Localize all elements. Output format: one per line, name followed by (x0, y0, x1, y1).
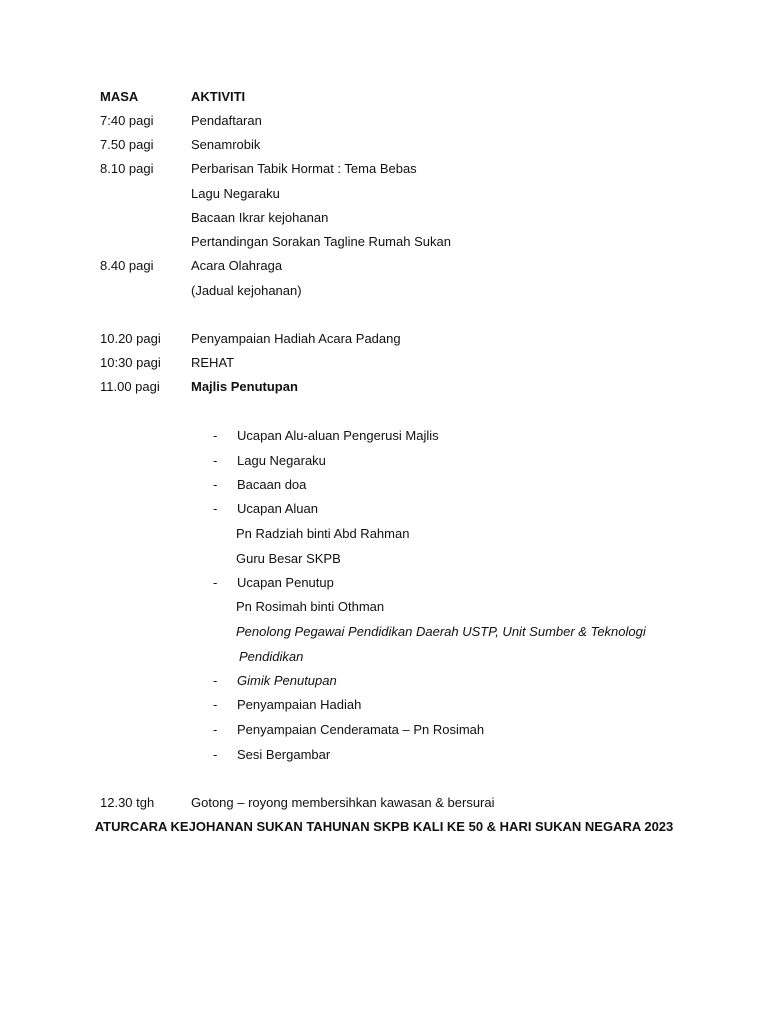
list-dash: - (213, 722, 218, 737)
speaker-role: Guru Besar SKPB (236, 551, 341, 566)
schedule-activity: Bacaan Ikrar kejohanan (191, 210, 329, 225)
schedule-activity: Majlis Penutupan (191, 379, 298, 394)
schedule-time: 7:40 pagi (100, 113, 154, 128)
schedule-activity: Pendaftaran (191, 113, 262, 128)
speaker-role: Pendidikan (239, 649, 304, 664)
schedule-activity: Senamrobik (191, 137, 261, 152)
list-dash: - (213, 673, 218, 688)
speaker-role: Penolong Pegawai Pendidikan Daerah USTP, Unit Sumber & Teknologi (236, 624, 646, 639)
schedule-activity: (Jadual kejohanan) (191, 283, 302, 298)
document-title: ATURCARA KEJOHANAN SUKAN TAHUNAN SKPB KALI KE 50 & HARI SUKAN NEGARA 2023 (94, 819, 674, 834)
schedule-time: 8.40 pagi (100, 258, 154, 273)
schedule-time: 8.10 pagi (100, 161, 154, 176)
speaker-name: Pn Radziah binti Abd Rahman (236, 526, 410, 541)
schedule-activity: Penyampaian Hadiah Acara Padang (191, 331, 401, 346)
list-dash: - (213, 747, 218, 762)
schedule-time: 10:30 pagi (100, 355, 161, 370)
list-dash: - (213, 477, 218, 492)
speaker-name: Pn Rosimah binti Othman (236, 599, 385, 614)
list-item: Ucapan Penutup (237, 575, 334, 590)
list-item: Lagu Negaraku (237, 453, 326, 468)
list-dash: - (213, 453, 218, 468)
list-item: Penyampaian Hadiah (237, 697, 362, 712)
list-item: Sesi Bergambar (237, 747, 331, 762)
schedule-activity: Acara Olahraga (191, 258, 283, 273)
schedule-activity: Pertandingan Sorakan Tagline Rumah Sukan (191, 234, 451, 249)
list-dash: - (213, 428, 218, 443)
list-dash: - (213, 575, 218, 590)
schedule-activity: Lagu Negaraku (191, 186, 280, 201)
schedule-time: 10.20 pagi (100, 331, 161, 346)
schedule-time: 7.50 pagi (100, 137, 154, 152)
schedule-activity: REHAT (191, 355, 235, 370)
final-time: 12.30 tgh (100, 795, 155, 810)
list-item: Bacaan doa (237, 477, 307, 492)
list-dash: - (213, 501, 218, 516)
list-item: Ucapan Aluan (237, 501, 318, 516)
list-dash: - (213, 697, 218, 712)
header-aktiviti: AKTIVITI (191, 89, 246, 104)
list-item: Gimik Penutupan (237, 673, 337, 688)
final-activity: Gotong – royong membersihkan kawasan & bersurai (191, 795, 495, 810)
schedule-activity: Perbarisan Tabik Hormat : Tema Bebas (191, 161, 417, 176)
list-item: Penyampaian Cenderamata – Pn Rosimah (237, 722, 485, 737)
schedule-time: 11.00 pagi (100, 379, 160, 394)
list-item: Ucapan Alu-aluan Pengerusi Majlis (237, 428, 439, 443)
header-masa: MASA (100, 89, 139, 104)
